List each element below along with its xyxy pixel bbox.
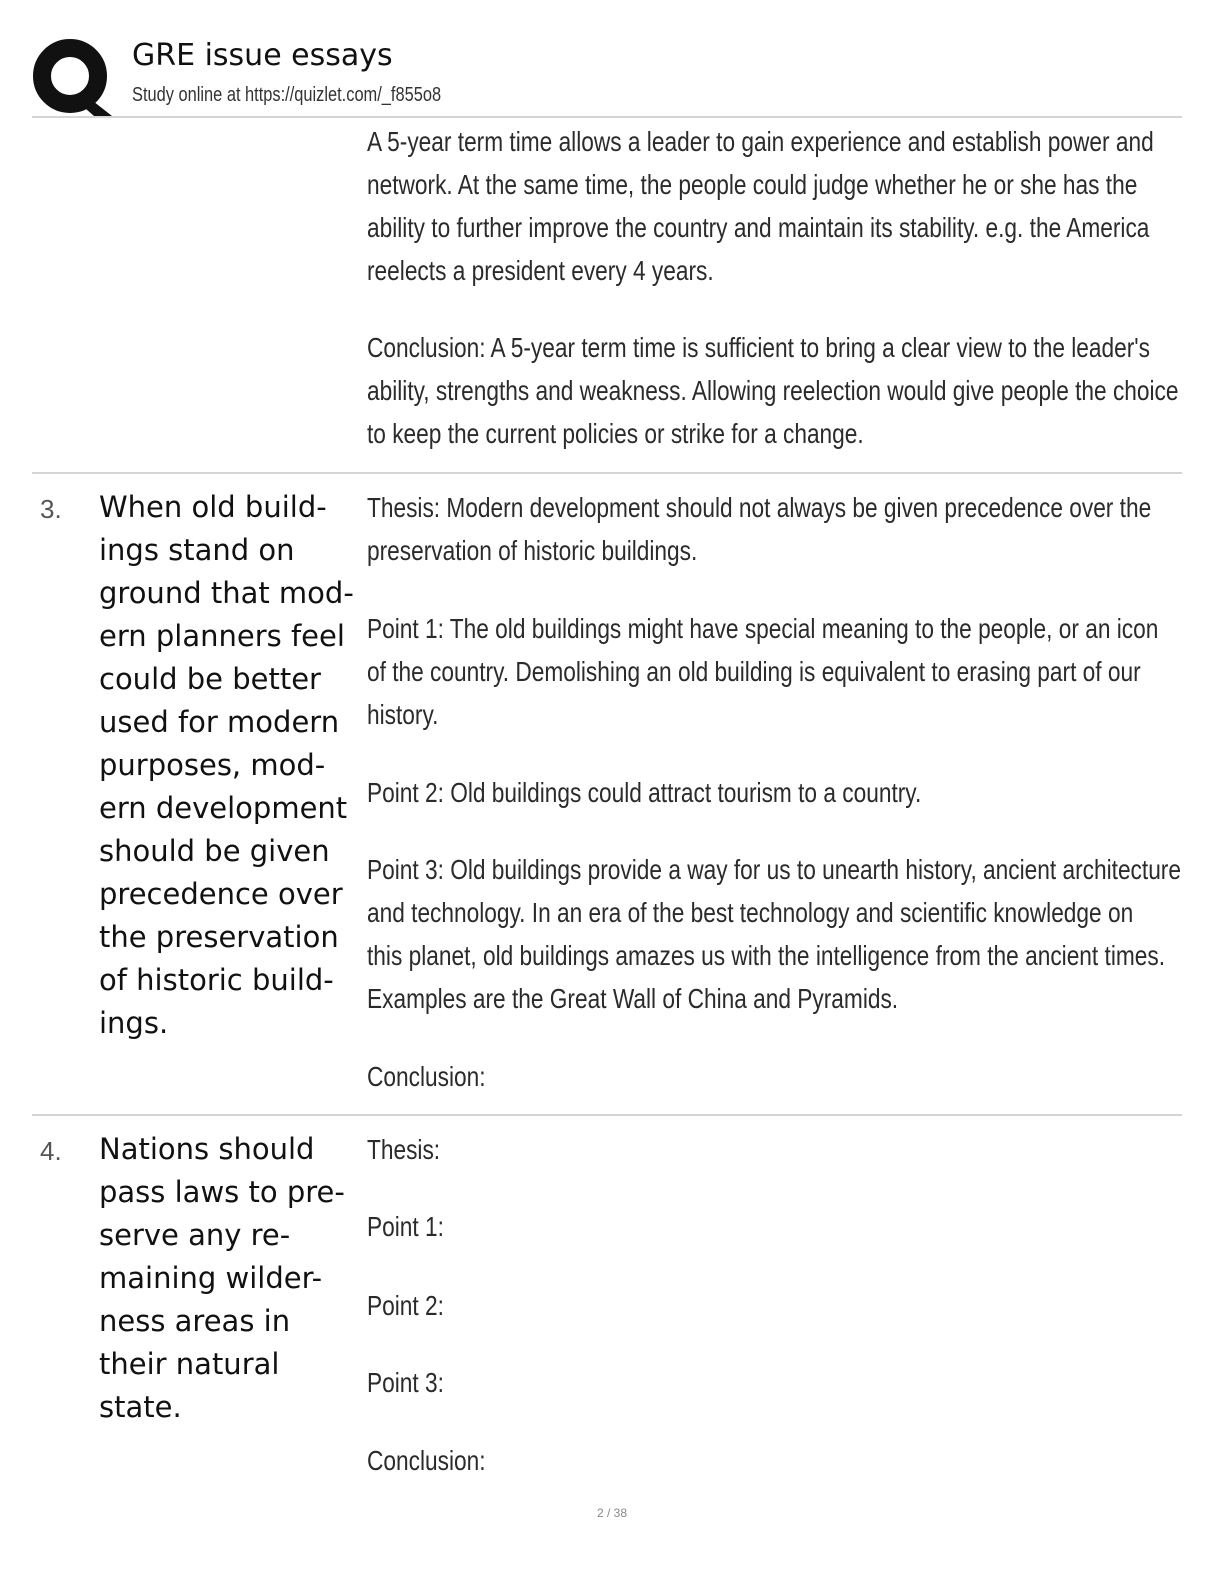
quizlet-logo-icon <box>32 36 112 116</box>
card-point-2: Point 2: <box>367 1290 444 1321</box>
card-question: Nations should pass laws to pre- serve any re- maining wilder- ness areas in their natural state. <box>99 1132 345 1424</box>
divider <box>32 472 1182 474</box>
divider <box>32 116 1182 118</box>
card-question: When old build- ings stand on ground that mod- ern planners feel could be better used for modern purposes, mod- ern development should be given precedence over the preservation of historic build- ings. <box>99 490 354 1040</box>
continued-answer-conclusion: Conclusion: A 5-year term time is sufficient to bring a clear view to the leader's ability, strengths and weakness. Allowing reelection would give people the choice to keep the current policies or strike for a change. <box>367 332 1179 449</box>
card-point-1: Point 1: The old buildings might have special meaning to the people, or an icon of the country. Demolishing an old building is equivalent to erasing part of our history. <box>367 613 1159 730</box>
card-number: 3. <box>40 494 62 524</box>
document-title: GRE issue essays <box>132 38 393 73</box>
divider <box>32 1114 1182 1116</box>
card-point-3: Point 3: <box>367 1367 444 1398</box>
page-number: 2 / 38 <box>596 1506 628 1520</box>
card-point-1: Point 1: <box>367 1211 444 1242</box>
card-thesis: Thesis: <box>367 1134 441 1165</box>
card-thesis: Thesis: Modern development should not always be given precedence over the preservation of historic buildings. <box>367 492 1152 566</box>
card-point-2: Point 2: Old buildings could attract tourism to a country. <box>367 777 922 808</box>
card-conclusion: Conclusion: <box>367 1445 486 1476</box>
card-number: 4. <box>40 1136 62 1166</box>
card-conclusion: Conclusion: <box>367 1061 486 1092</box>
card-point-3: Point 3: Old buildings provide a way for us to unearth history, ancient architecture and technology. In an era of the best technology and scientific knowledge on this planet, old buildings amazes us with the intelligence from the ancient times. Examples are the Great Wall of China and Pyramids. <box>367 854 1181 1014</box>
study-online-link[interactable]: Study online at https://quizlet.com/_f855o8 <box>132 84 442 106</box>
page-header <box>32 32 1182 118</box>
continued-answer-paragraph-1: A 5-year term time allows a leader to gain experience and establish power and network. At the same time, the people could judge whether he or she has the ability to further improve the country and maintain its stability. e.g. the America reelects a president every 4 years. <box>367 126 1154 286</box>
